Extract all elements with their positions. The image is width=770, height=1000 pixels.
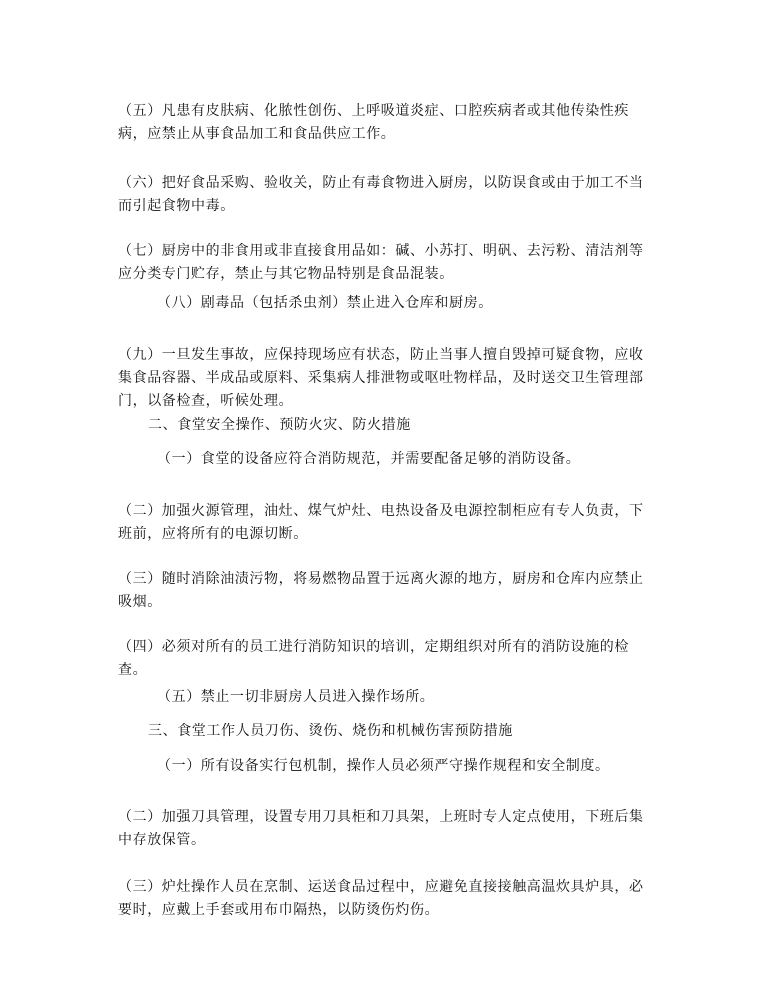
paragraph-6-food-purchase: （六）把好食品采购、验收关，防止有毒食物进入厨房，以防误食或由于加工不当而引起食物中毒。 — [118, 175, 644, 214]
section-heading-injury-prevention: 三、食堂工作人员刀伤、烫伤、烧伤和机械伤害预防措施 — [148, 723, 513, 739]
injury-item-3-stove-operation: （三）炉灶操作人员在烹制、运送食品过程中，应避免直接接触高温炊具炉具，必要时，应戴上手套或用布巾隔热，以防烫伤灼伤。 — [118, 879, 644, 918]
fire-item-5-no-entry: （五）禁止一切非厨房人员进入操作场所。 — [157, 689, 435, 705]
paragraph-9-incident-handling: （九）一旦发生事故，应保持现场应有状态，防止当事人擅自毁掉可疑食物，应收集食品容器、半成品或原料、采集病人排泄物或呕吐物样品，及时送交卫生管理部门，以备检查，听候处理。 — [118, 347, 644, 409]
fire-item-3-oil-stains: （三）随时消除油渍污物，将易燃物品置于远离火源的地方，厨房和仓库内应禁止吸烟。 — [118, 571, 644, 610]
injury-item-2-knife-management: （二）加强刀具管理，设置专用刀具柜和刀具架，上班时专人定点使用，下班后集中存放保管。 — [118, 809, 644, 848]
paragraph-7-non-food-storage: （七）厨房中的非食用或非直接食用品如：碱、小苏打、明矾、去污粉、清洁剂等应分类专门贮存，禁止与其它物品特别是食品混装。 — [118, 243, 644, 282]
injury-item-1-equipment: （一）所有设备实行包机制，操作人员必须严守操作规程和安全制度。 — [157, 758, 610, 774]
section-heading-fire-prevention: 二、食堂安全操作、预防火灾、防火措施 — [148, 417, 411, 433]
paragraph-8-toxic-goods: （八）剧毒品（包括杀虫剂）禁止进入仓库和厨房。 — [157, 295, 493, 311]
fire-item-1-equipment: （一）食堂的设备应符合消防规范，并需要配备足够的消防设备。 — [157, 451, 581, 467]
fire-item-4-training: （四）必须对所有的员工进行消防知识的培训，定期组织对所有的消防设施的检查。 — [118, 639, 629, 678]
paragraph-5-skin-disease: （五）凡患有皮肤病、化脓性创伤、上呼吸道炎症、口腔疾病者或其他传染性疾病，应禁止从事食品加工和食品供应工作。 — [118, 103, 629, 142]
fire-item-2-fire-source: （二）加强火源管理，油灶、煤气炉灶、电热设备及电源控制柜应有专人负责，下班前，应将所有的电源切断。 — [118, 503, 644, 542]
